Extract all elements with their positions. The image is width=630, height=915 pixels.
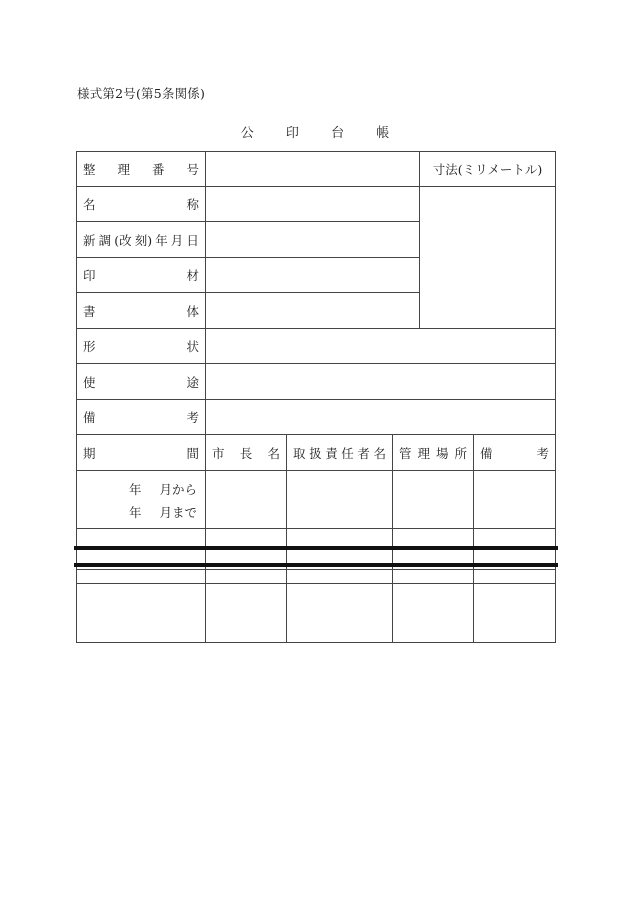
handler-header: 取 扱 責 任 者 名 [293, 445, 386, 461]
border-right [555, 151, 556, 643]
break-line [74, 563, 558, 567]
material-label: 印 材 [83, 268, 199, 283]
remarks-label: 備 考 [83, 410, 199, 425]
period-label: 期 間 [83, 445, 199, 461]
row-divider [76, 569, 556, 570]
new-date-label: 新 調 (改 刻) 年 月 日 [83, 232, 199, 248]
border-bottom [76, 642, 556, 643]
row-divider [419, 186, 556, 187]
name-label: 名 称 [83, 197, 199, 212]
typeface-label: 書 体 [83, 303, 199, 319]
shape-label: 形 状 [83, 339, 199, 354]
title-char: 台 [331, 126, 345, 141]
remarks-header: 備 考 [480, 445, 549, 461]
title-char: 公 [240, 126, 254, 141]
mayor-name-header: 市 長 名 [212, 445, 280, 461]
column-divider [205, 151, 206, 643]
storage-location-header: 管 理 場 所 [399, 445, 467, 461]
period-from: 年 月から [129, 482, 198, 497]
title-char: 印 [285, 126, 299, 141]
dimension-label: 寸法(ミリメートル) [432, 162, 543, 177]
seal-registry-form [76, 151, 556, 643]
page-title [0, 122, 630, 141]
form-number: 様式第2号(第5条関係) [77, 86, 206, 101]
break-line [74, 546, 558, 550]
row-divider [76, 528, 556, 529]
serial-number-label: 整 理 番 号 [83, 162, 199, 177]
period-entry [77, 471, 205, 528]
usage-label: 使 途 [83, 374, 199, 390]
row-divider [76, 583, 556, 584]
title-char: 帳 [376, 126, 390, 141]
period-to: 年 月まで [129, 505, 198, 520]
